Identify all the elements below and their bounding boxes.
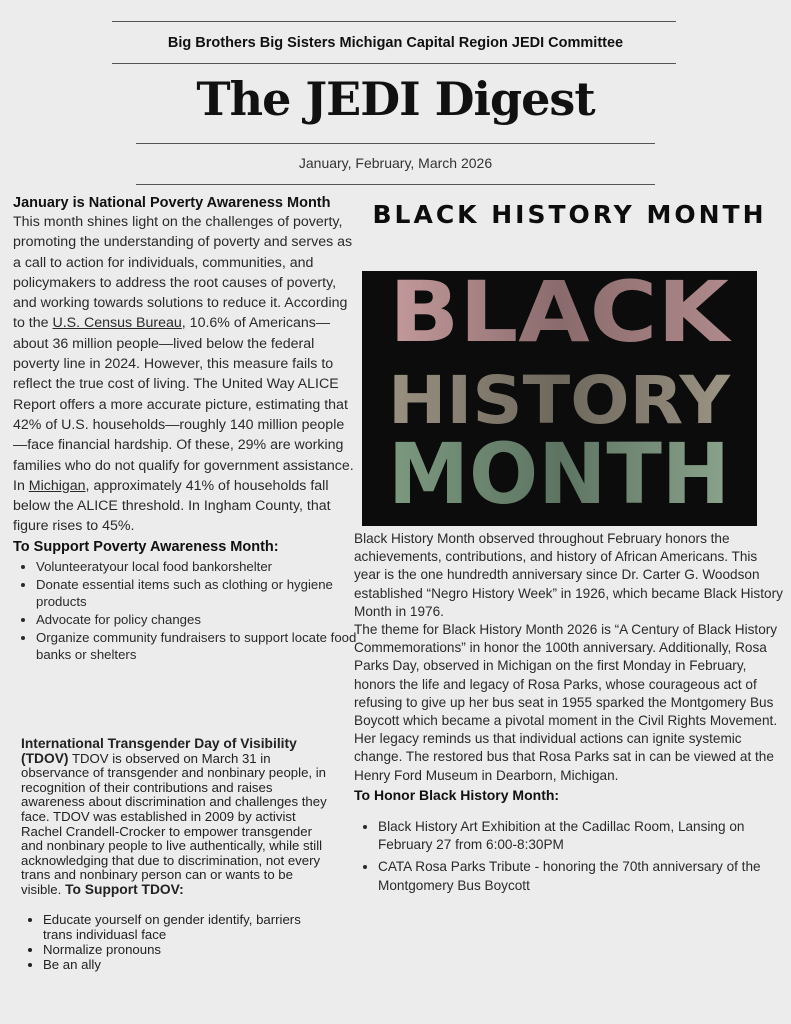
header-mid-rule (112, 63, 676, 64)
poverty-text-3: approximately 41% of households fall below the ALICE threshold. In Ingham County, that figure rises to 45%. (13, 477, 331, 535)
michigan-link[interactable]: Michigan, (28, 477, 90, 494)
issue-date: January, February, March 2026 (298, 155, 493, 171)
poverty-support-list (13, 558, 358, 663)
image-word-month: MONTH (388, 425, 730, 523)
header-top-rule (112, 21, 676, 22)
bhm-paragraph-2: The theme for Black History Month 2026 is “A Century of Black History Commemorations” in honor the 100th anniversary. Additionally, Rosa Parks Day, observed in Michigan on the first Monday in February, honors the life and legacy of Rosa Parks, whose courageous act of refusing to give up her bus seat in 1955 sparked the Montgomery Bus Boycott which became a pivotal moment in the Civil Rights Movement. Her legacy reminds us that individual actions can ignite systemic change. The restored bus that Rosa Parks sat in can be viewed at the Henry Ford Museum in Dearborn, Michigan. (354, 622, 778, 783)
list-item: • Black History Art Exhibition at the Cadillac Room, Lansing on February 27 from 6:00-8:30PM (378, 818, 784, 855)
list-item: • Volunteeratyour local food bankorshelter (36, 558, 358, 575)
bhm-paragraph-1: Black History Month observed throughout February honors the achievements, contributions, and history of African Americans. This year is the one hundredth anniversary since Dr. Carter G. Woodson established “Negro History Week” in 1926, which became Black History Month in 1976. (354, 531, 783, 619)
list-item: • Advocate for policy changes (36, 611, 358, 628)
newsletter-title: The JEDI Digest (196, 72, 595, 126)
bhm-section (354, 530, 784, 898)
image-word-history: HISTORY (388, 362, 732, 439)
poverty-text-1: This month shines light on the challenges of poverty, promoting the understanding of poverty and serves as a call to action for individuals, communities, and policymakers to address the root causes of poverty, and working towards solutions to reduce it. According to the (13, 214, 353, 332)
tdov-paragraph (21, 737, 331, 898)
date-bottom-rule (136, 184, 655, 185)
poverty-section (13, 194, 358, 664)
tdov-section (21, 737, 331, 972)
bhm-honor-list (354, 818, 784, 895)
tdov-support-heading: To Support TDOV: (61, 881, 184, 897)
black-history-month-image (362, 271, 757, 526)
title-bottom-rule (136, 143, 655, 144)
image-word-black: BLACK (389, 271, 733, 361)
bhm-honor-heading: To Honor Black History Month: (354, 786, 560, 803)
list-item: • Normalize pronouns (43, 942, 331, 957)
poverty-text-2: , 10.6% of Americans—about 36 million people—lived below the federal poverty line in 2024. However, this measure fails to reflect the true cost of living. The United Way ALICE Report offers a more accurate picture, estimating that 42% of U.S. households—roughly 140 million people—face financial hardship. Of these, 29% are working families who do not qualify for government assistance. In (13, 315, 354, 494)
tdov-text: TDOV is observed on March 31 in observance of transgender and nonbinary people, in recognition of their contributions and raises awareness about discrimination and challenges they face. TDOV was established in 2009 by activist Rachel Crandell-Crocker to empower transgender and nonbinary people to live authentically, while still acknowledging that due to discrimination, not every trans and nonbinary person can or wants to be visible. (21, 750, 327, 897)
poverty-support-heading: To Support Poverty Awareness Month: (13, 538, 279, 555)
tdov-support-list (21, 912, 331, 972)
list-item: • Be an ally (43, 957, 331, 972)
census-bureau-link[interactable]: U.S. Census Bureau (52, 315, 182, 332)
organization-name: Big Brothers Big Sisters Michigan Capital Region JEDI Committee (167, 35, 624, 51)
list-item: • Organize community fundraisers to support locate food banks or shelters (36, 629, 358, 663)
poverty-paragraph (13, 212, 358, 537)
poverty-heading: January is National Poverty Awareness Month (13, 195, 331, 211)
bhm-heading: BLACK HISTORY MONTH (372, 200, 767, 229)
tdov-heading: International Transgender Day of Visibility (TDOV) (21, 736, 297, 766)
list-item: • Donate essential items such as clothing or hygiene products (36, 576, 358, 610)
list-item: • Educate yourself on gender identify, barriers trans individuasl face (43, 912, 331, 942)
list-item: • CATA Rosa Parks Tribute - honoring the 70th anniversary of the Montgomery Bus Boycott (378, 858, 784, 895)
bhm-image-graphic (362, 271, 757, 526)
